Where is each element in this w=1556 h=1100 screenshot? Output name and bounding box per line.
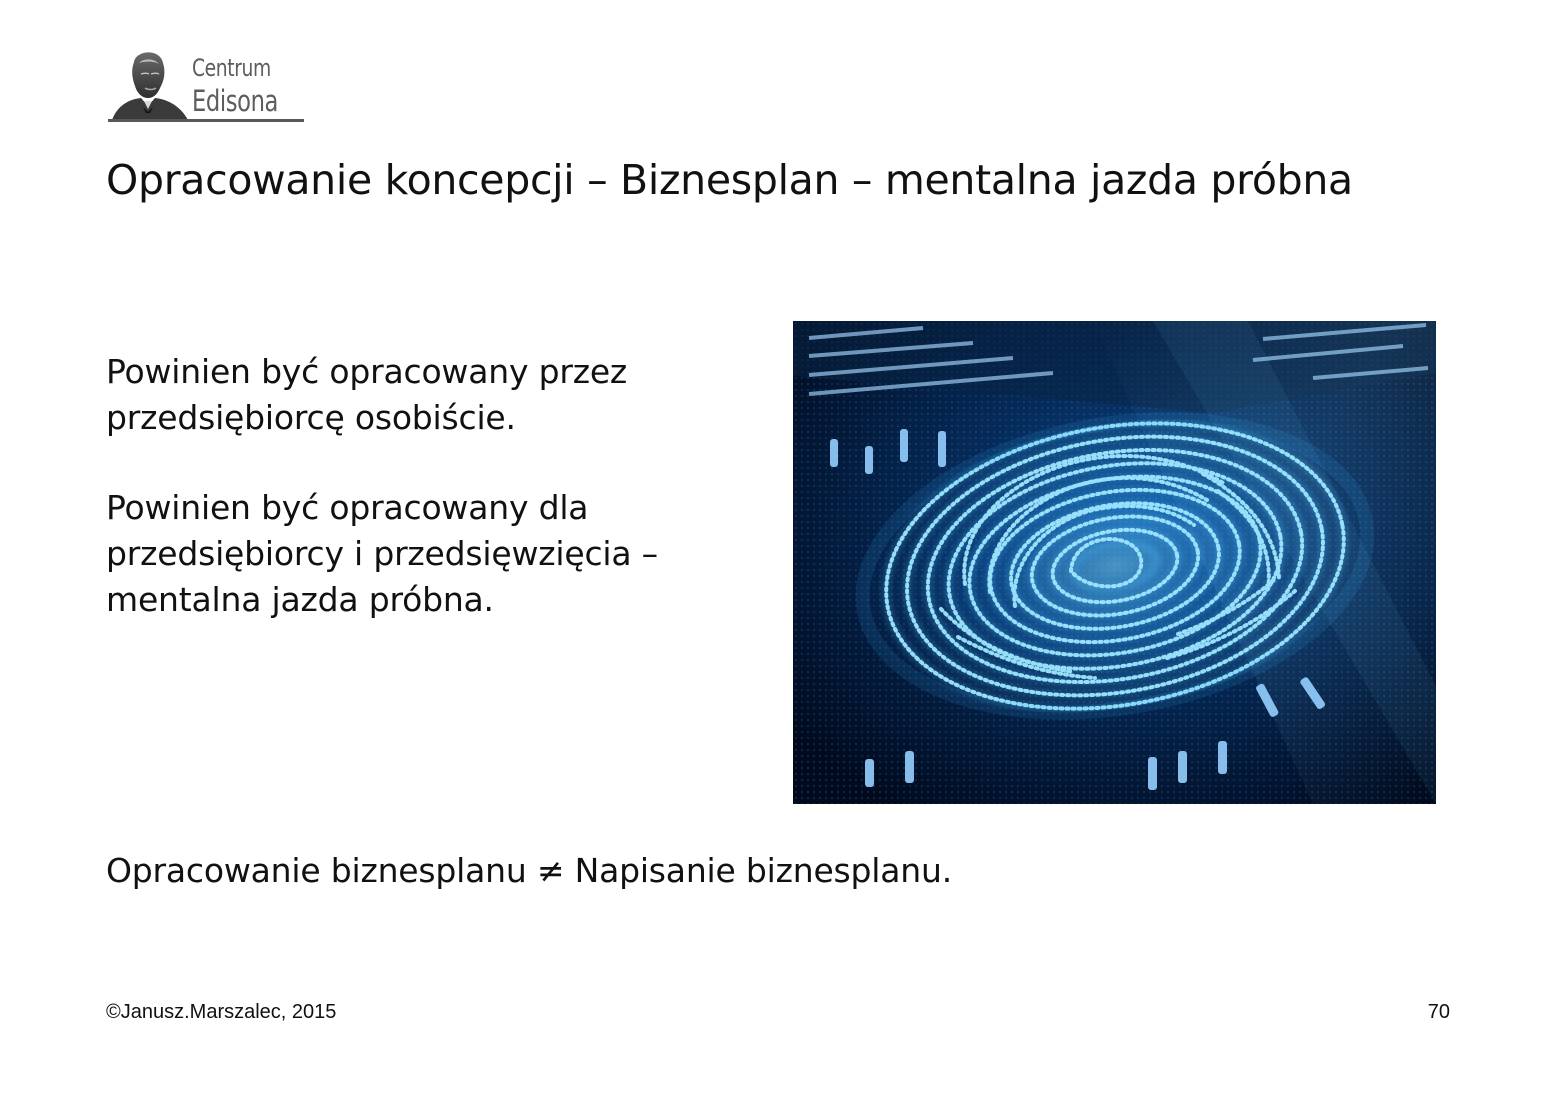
logo-underline bbox=[108, 119, 304, 122]
logo-line-1: Centrum bbox=[192, 54, 271, 82]
logo bbox=[108, 46, 308, 128]
paragraph-author: Powinien być opracowany przez przedsiębiorcę osobiście. bbox=[106, 352, 628, 437]
slide-title: Opracowanie koncepcji – Biznesplan – mentalna jazda próbna bbox=[106, 156, 1353, 204]
page-number: 70 bbox=[1427, 1001, 1450, 1023]
fingerprint-image bbox=[793, 321, 1436, 804]
logo-line-2: Edisona bbox=[192, 84, 279, 118]
logo-wordmark bbox=[192, 56, 302, 116]
paragraph-purpose: Powinien być opracowany dla przedsiębiorcy i przedsięwzięcia – mentalna jazda próbna. bbox=[106, 488, 658, 619]
fingerprint-image-illustration bbox=[793, 321, 1436, 804]
conclusion-statement: Opracowanie biznesplanu ≠ Napisanie biznesplanu. bbox=[106, 851, 952, 890]
footer-copyright: ©Janusz.Marszalec, 2015 bbox=[106, 1001, 337, 1023]
edison-portrait-icon bbox=[108, 46, 196, 128]
